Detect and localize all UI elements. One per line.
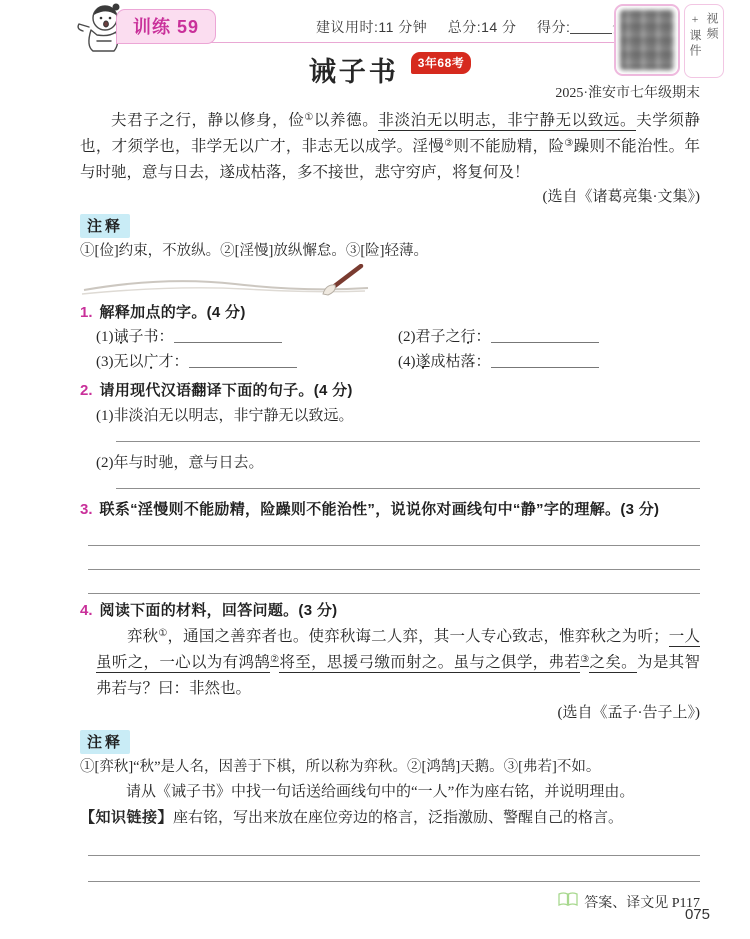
q2-item-2: (2)年与时驰，意与日去。 bbox=[96, 455, 264, 471]
q1-item-3-post: 才： bbox=[158, 354, 189, 370]
training-number-badge: 训练 59 bbox=[116, 9, 216, 44]
q1-item-2-num: (2) bbox=[398, 329, 416, 345]
answer-reference bbox=[80, 892, 700, 912]
question-4-number: 4. bbox=[80, 602, 93, 619]
passage-seg: 夫学须静也，才须学也，非学无以广才，非志无以成学。淫慢 bbox=[80, 112, 700, 155]
page-title: 诫子书 bbox=[308, 57, 399, 87]
question-3-number: 3. bbox=[80, 501, 93, 518]
total-score-label: 总分:14 分 bbox=[447, 19, 517, 35]
q3-answer-line-3[interactable] bbox=[88, 593, 700, 594]
note-ref-1: ① bbox=[304, 112, 314, 123]
q1-item-4-num: (4) bbox=[398, 354, 416, 370]
score-label: 得分: bbox=[536, 19, 571, 35]
scoring-info-bar bbox=[316, 17, 627, 37]
q1-item-3-dotted-char: 广 bbox=[143, 354, 159, 370]
passage-seg: 以养德。 bbox=[313, 112, 379, 129]
suggested-time-label: 建议用时:11 分钟 bbox=[316, 19, 428, 35]
q1-item-1 bbox=[96, 325, 398, 349]
question-1-prompt: 解释加点的字。(4 分) bbox=[99, 304, 246, 321]
q3-answer-line-2[interactable] bbox=[88, 569, 700, 570]
exam-frequency-badge: 3年68考 bbox=[411, 52, 472, 74]
note-ref-3: ③ bbox=[564, 138, 574, 149]
page-number: 075 bbox=[684, 906, 710, 923]
page-content bbox=[80, 48, 700, 912]
question-1-number: 1. bbox=[80, 304, 93, 321]
q1-item-1-answer-blank[interactable] bbox=[174, 329, 282, 343]
q2-answer-line-2[interactable] bbox=[116, 488, 700, 489]
q4-notes-label: 注释 bbox=[80, 730, 130, 754]
q3-answer-line-1[interactable] bbox=[88, 545, 700, 546]
open-book-icon bbox=[558, 892, 578, 912]
calligraphy-brush-icon bbox=[80, 264, 700, 296]
q1-item-2-post: ： bbox=[475, 329, 491, 345]
question-1 bbox=[80, 301, 700, 374]
passage-source: (选自《诸葛亮集·文集》) bbox=[542, 189, 700, 205]
q1-item-3-answer-blank[interactable] bbox=[189, 354, 297, 368]
q1-item-4-answer-blank[interactable] bbox=[491, 354, 599, 368]
underlined-material: 之矣。 bbox=[589, 654, 637, 671]
q4-notes-header bbox=[80, 730, 700, 753]
q1-item-1-post: 子书： bbox=[128, 329, 174, 345]
q1-item-3 bbox=[96, 350, 398, 374]
q4-answer-line-1[interactable] bbox=[88, 855, 700, 856]
q1-item-2 bbox=[398, 325, 700, 349]
underlined-material: 将至，思援弓缴而射之。虽与之俱学，弗若 bbox=[279, 654, 581, 671]
q2-item-1: (1)非淡泊无以明志，非宁静无以致远。 bbox=[96, 408, 354, 424]
question-3-prompt: 联系“淫慢则不能励精，险躁则不能治性”，说说你对画线句中“静”字的理解。(3 分) bbox=[99, 501, 660, 518]
notes-header bbox=[80, 214, 700, 237]
q4-request: 请从《诫子书》中找一句话送给画线句中的“一人”作为座右铭，并说明理由。 bbox=[126, 784, 635, 800]
material-seg: ，通国之善弈者也。使弈秋诲二人弈，其一人专心致志，惟弈秋之为听； bbox=[167, 628, 669, 645]
underlined-material: 一人虽听之，一心以为有鸿鹄 bbox=[96, 628, 700, 671]
q4-answer-line-2[interactable] bbox=[88, 881, 700, 882]
answer-reference-text: 答案、译文见 P117 bbox=[584, 896, 700, 911]
q1-item-4-post: 成枯落： bbox=[430, 354, 491, 370]
note-ref-1: ① bbox=[158, 628, 168, 639]
question-3 bbox=[80, 498, 700, 594]
q1-item-2-pre: 君子之 bbox=[415, 329, 461, 345]
passage-seg: 夫君子之行，静以修身，俭 bbox=[111, 112, 305, 129]
q1-item-1-dotted-char: 诫 bbox=[113, 329, 129, 345]
passage-text bbox=[80, 108, 700, 186]
q1-item-2-answer-blank[interactable] bbox=[491, 329, 599, 343]
knowledge-link-text: 座右铭，写出来放在座位旁边的格言，泛指激励、警醒自己的格言。 bbox=[173, 810, 624, 826]
q1-item-2-dotted-char: 行 bbox=[460, 329, 476, 345]
passage-seg: 则不能励精，险 bbox=[453, 138, 565, 155]
question-4-prompt: 阅读下面的材料，回答问题。(3 分) bbox=[99, 602, 338, 619]
underlined-sentence: 非淡泊无以明志，非宁静无以致远。 bbox=[378, 112, 637, 129]
question-4 bbox=[80, 599, 700, 882]
exam-source: 2025·淮安市七年级期末 bbox=[555, 86, 700, 101]
question-2-prompt: 请用现代汉语翻译下面的句子。(4 分) bbox=[99, 382, 353, 399]
knowledge-link-label: 【知识链接】 bbox=[80, 809, 174, 826]
q1-item-3-pre: 无以 bbox=[113, 354, 144, 370]
note-ref-3: ③ bbox=[580, 654, 590, 665]
material-seg: 弈秋 bbox=[127, 628, 159, 645]
q1-item-3-num: (3) bbox=[96, 354, 114, 370]
question-1-items bbox=[96, 325, 700, 374]
q1-item-4 bbox=[398, 350, 700, 374]
question-2-number: 2. bbox=[80, 382, 93, 399]
passage-seg: 躁则不能治性。年与时驰，意与日去，遂成枯落，多不接世，悲守穷庐，将复何及！ bbox=[80, 138, 700, 181]
score-input-blank[interactable] bbox=[570, 20, 612, 34]
notes-label: 注释 bbox=[80, 214, 130, 238]
q1-item-1-num: (1) bbox=[96, 329, 114, 345]
q4-material-text bbox=[96, 624, 700, 702]
title-row bbox=[80, 50, 700, 87]
question-2 bbox=[80, 379, 700, 489]
note-ref-2: ② bbox=[444, 138, 454, 149]
material-seg: 为是其智弗若与？曰：非然也。 bbox=[96, 654, 700, 697]
q1-item-4-dotted-char: 遂 bbox=[415, 354, 431, 370]
q4-material-source: (选自《孟子·告子上》) bbox=[557, 705, 700, 721]
qr-caption: 视频+课件 bbox=[684, 4, 724, 78]
knowledge-link bbox=[80, 806, 700, 830]
q2-answer-line-1[interactable] bbox=[116, 441, 700, 442]
q4-notes-text: ①[弈秋]“秋”是人名，因善于下棋，所以称为弈秋。②[鸿鹄]天鹅。③[弗若]不如。 bbox=[80, 759, 601, 775]
notes-text: ①[俭]约束，不放纵。②[淫慢]放纵懈怠。③[险]轻薄。 bbox=[80, 243, 428, 259]
note-ref-2: ② bbox=[270, 654, 280, 665]
